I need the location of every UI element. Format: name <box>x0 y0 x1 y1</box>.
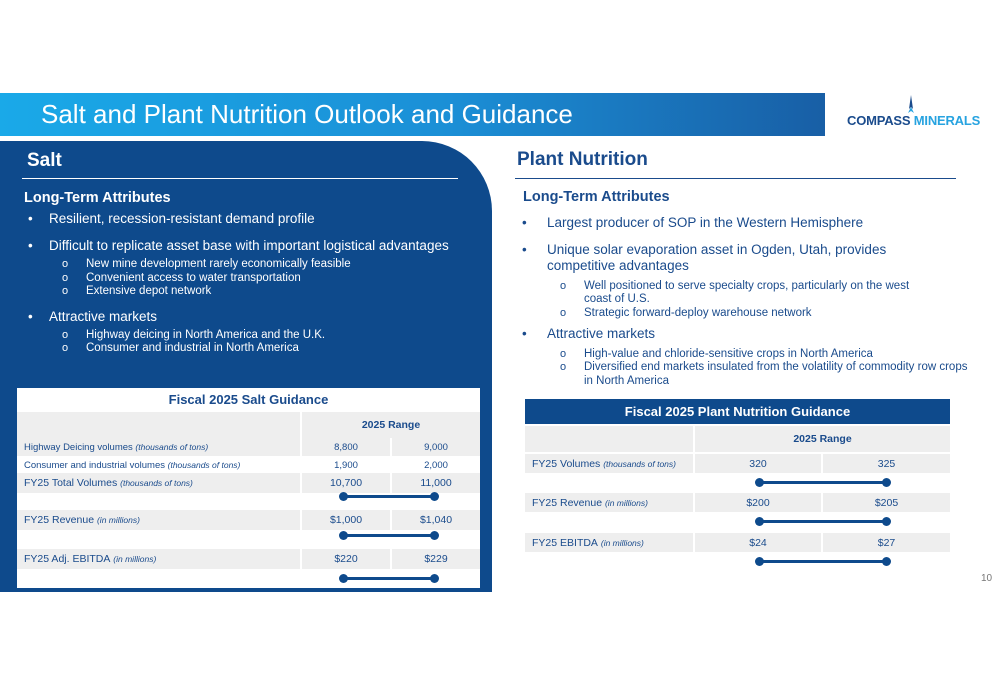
range-low-marker <box>339 531 348 540</box>
range-header: 2025 Range <box>361 419 421 431</box>
range-high: 2,000 <box>424 459 448 471</box>
range-low: 320 <box>749 457 767 470</box>
range-high-marker <box>882 557 891 566</box>
salt-table-title: Fiscal 2025 Salt Guidance <box>168 392 329 407</box>
salt-sub-bullet: o Convenient access to water transportation <box>62 271 301 284</box>
range-high: $27 <box>877 536 896 549</box>
range-bar <box>759 481 887 484</box>
plant-sub-bullet: o Well positioned to serve specialty crops, particularly on the west coast of U.S. <box>560 279 910 305</box>
range-high: $1,040 <box>419 514 453 526</box>
range-high-marker <box>430 531 439 540</box>
table-row <box>525 493 950 512</box>
salt-sub-bullet: o Highway deicing in North America and the U.K. <box>62 328 326 341</box>
salt-divider <box>22 178 458 179</box>
salt-bullet: • Resilient, recession-resistant demand profile <box>28 211 315 226</box>
plant-bullet: • Attractive markets <box>522 326 656 341</box>
range-low: $200 <box>746 496 770 509</box>
plant-divider <box>515 178 956 179</box>
salt-guidance-table <box>17 388 480 588</box>
row-label: FY25 Revenue (in millions) <box>24 514 140 526</box>
table-row <box>17 456 480 474</box>
table-row <box>17 549 480 569</box>
table-header-row <box>525 426 950 452</box>
range-high: 325 <box>877 457 896 470</box>
table-row <box>17 438 480 456</box>
range-low: $220 <box>334 553 358 565</box>
row-label: FY25 Revenue (in millions) <box>532 496 648 509</box>
range-low-marker <box>339 492 348 501</box>
plant-sub-bullet: o Strategic forward-deploy warehouse network <box>560 306 812 319</box>
company-logo <box>825 93 1000 136</box>
plant-bullet: • Largest producer of SOP in the Western Hemisphere <box>522 215 864 230</box>
plant-sub-bullet: o Diversified end markets insulated from the volatility of commodity row crops in North America <box>560 361 968 387</box>
slide-title: Salt and Plant Nutrition Outlook and Guidance <box>41 99 573 129</box>
range-high-marker <box>430 574 439 583</box>
salt-sub-bullet: o Extensive depot network <box>62 285 212 297</box>
range-high: $205 <box>874 496 899 509</box>
row-label: FY25 Adj. EBITDA (in millions) <box>24 553 157 565</box>
salt-attributes-list <box>24 210 484 356</box>
page-number: 10 <box>981 573 993 584</box>
range-low: 10,700 <box>329 477 363 489</box>
range-low: $24 <box>749 536 767 549</box>
range-header: 2025 Range <box>793 433 852 445</box>
range-high-marker <box>882 478 891 487</box>
logo-text: COMPASS MINERALS <box>847 113 981 128</box>
range-low: 1,900 <box>334 459 358 471</box>
plant-table-title: Fiscal 2025 Plant Nutrition Guidance <box>525 399 950 424</box>
range-high: $229 <box>424 553 448 565</box>
range-bar <box>759 560 887 563</box>
range-bar <box>343 577 435 580</box>
plant-subheader: Long-Term Attributes <box>523 189 670 205</box>
table-header-row <box>17 412 480 438</box>
range-low: 8,800 <box>334 441 358 453</box>
table-row <box>17 510 480 530</box>
salt-sub-bullet: o Consumer and industrial in North America <box>62 342 299 354</box>
range-low: $1,000 <box>329 514 363 526</box>
range-bar <box>343 534 435 537</box>
row-label: FY25 Total Volumes (thousands of tons) <box>24 477 193 489</box>
table-row <box>525 533 950 552</box>
range-high: 11,000 <box>420 477 452 489</box>
row-label: FY25 EBITDA (in millions) <box>532 536 644 549</box>
table-row <box>525 454 950 473</box>
row-label: Consumer and industrial volumes (thousands of tons) <box>24 459 241 471</box>
range-high-marker <box>430 492 439 501</box>
plant-attributes-list <box>522 215 982 388</box>
row-label: Highway Deicing volumes (thousands of tons) <box>24 441 209 453</box>
range-low-marker <box>755 517 764 526</box>
range-high-marker <box>882 517 891 526</box>
range-bar <box>343 495 435 498</box>
range-high: 9,000 <box>424 441 448 453</box>
plant-sub-bullet: o High-value and chloride-sensitive crops in North America <box>560 347 873 360</box>
plant-bullet: • Unique solar evaporation asset in Ogden, Utah, provides competitive advantages <box>522 241 887 273</box>
plant-nutrition-header: Plant Nutrition <box>517 149 648 170</box>
range-bar <box>759 520 887 523</box>
salt-bullet: • Attractive markets <box>28 308 158 324</box>
salt-sub-bullet: o New mine development rarely economically feasible <box>62 258 351 270</box>
plant-guidance-table <box>525 399 950 574</box>
range-low-marker <box>755 557 764 566</box>
salt-header: Salt <box>27 150 62 171</box>
range-low-marker <box>755 478 764 487</box>
salt-subheader: Long-Term Attributes <box>24 190 171 206</box>
range-low-marker <box>339 574 348 583</box>
salt-bullet: • Difficult to replicate asset base with important logistical advantages <box>28 238 449 253</box>
table-row <box>17 473 480 493</box>
row-label: FY25 Volumes (thousands of tons) <box>532 457 676 470</box>
